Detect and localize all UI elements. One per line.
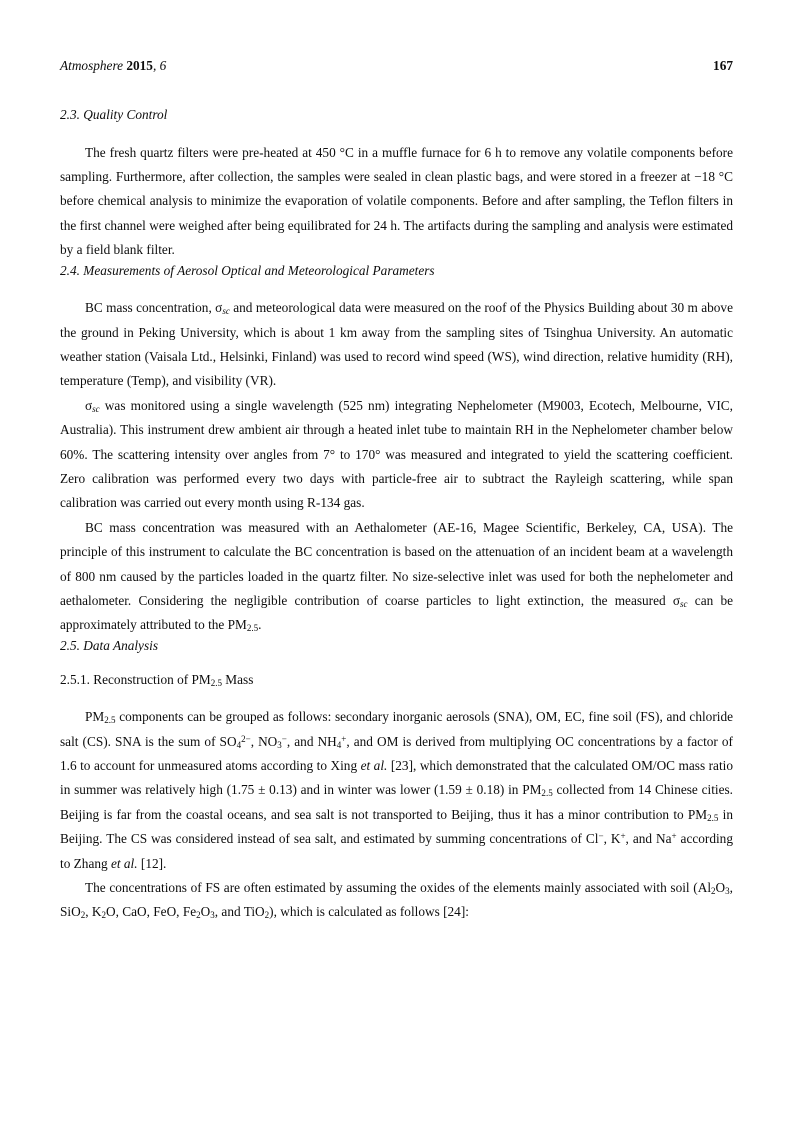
section-heading-quality-control: 2.3. Quality Control xyxy=(60,106,168,122)
pm-label: PM xyxy=(85,709,105,725)
section-heading-measurements: 2.4. Measurements of Aerosol Optical and Meteorological Parameters xyxy=(60,262,435,278)
text-k: [12]. xyxy=(137,855,167,871)
subsection-heading-prefix: 2.5.1. Reconstruction of PM xyxy=(60,671,211,687)
chloride-charge: − xyxy=(598,831,604,842)
paragraph-quality-control: The fresh quartz filters were pre-heated at 450 °C in a muffle furnace for 6 h to remove any volatile components before sampling. Furthermore, after collection, the samples were sealed in clean plastic bags, and were stored in a freezer at −18 °C before chemical analysis to minimize the evaporation of volatile components. Before and after sampling, the Teflon filters in the first channel were weighed after being equilibrated for 24 h. The artifacts during the sampling and analysis were estimated by a field blank filter. xyxy=(60,144,733,258)
sigma-subscript: sc xyxy=(680,599,688,610)
aethalometer-text-part2: can be approximately attributed to the PM xyxy=(60,593,733,633)
text-d: , K xyxy=(85,904,102,920)
text-c: , and NH xyxy=(286,733,337,749)
paragraph-aethalometer xyxy=(60,516,733,638)
nitrate-subscript: 3 xyxy=(277,739,282,750)
paragraph-bc-mass-meteorology xyxy=(60,296,733,394)
text-b: , NO xyxy=(250,733,278,749)
sulfate-charge: 2− xyxy=(241,733,251,744)
et-al-xing: et al. xyxy=(360,757,388,773)
ferric-subscript-1: 2 xyxy=(196,910,201,921)
text-before-sigma: BC mass concentration, σ xyxy=(85,300,223,316)
subsection-heading-suffix: Mass xyxy=(221,671,254,687)
page-content xyxy=(60,58,733,925)
text-e: O, CaO, FeO, Fe xyxy=(106,904,197,920)
text-j: according to Zhang xyxy=(60,831,733,871)
et-al-zhang: et al. xyxy=(110,855,138,871)
text-b: O xyxy=(715,879,726,895)
text-c: , SiO xyxy=(60,879,733,920)
pm-subscript: 2.5 xyxy=(541,788,553,799)
ferric-subscript-2: 3 xyxy=(210,910,215,921)
titania-subscript: 2 xyxy=(264,910,270,921)
sigma-symbol: σ xyxy=(85,397,93,413)
journal-year: 2015 xyxy=(126,58,153,73)
page-number: 167 xyxy=(713,58,733,73)
text-f: collected from 14 Chinese cities. Beijing is far from the coastal oceans, and sea salt is not transported to Beijing, thus it has a minor contribution to PM xyxy=(60,782,733,822)
text-a: The concentrations of FS are often estimated by assuming the oxides of the elements mainly associated with soil (Al xyxy=(85,879,712,895)
sigma-subscript: sc xyxy=(222,306,230,317)
pm-subscript: 2.5 xyxy=(246,623,259,634)
alumina-subscript-2: 3 xyxy=(725,885,730,896)
sulfate-subscript: 4 xyxy=(236,739,242,750)
paragraph-fine-soil xyxy=(60,876,733,925)
ammonium-charge: + xyxy=(341,733,347,744)
paragraph-pm-components xyxy=(60,705,733,876)
aethalometer-text-part1: BC mass concentration was measured with an Aethalometer (AE-16, Magee Scientific, Berkeley, CA, USA). The principle of this instrument to calculate the BC concentration is based on the attenuation of an incident beam at a wavelength of 800 nm caused by the particles loaded in the quartz filter. No size-selective inlet was used for both the nephelometer and aethalometer. Considering the negligible contribution of coarse particles to light extinction, the measured σ xyxy=(60,519,733,609)
text-after-sigma: and meteorological data were measured on the roof of the Physics Building about 30 m above the ground in Peking University, which is about 1 km away from the sampling sites of Tsinghua University. An automatic weather station (Vaisala Ltd., Helsinki, Finland) was used to record wind speed (WS), wind direction, relative humidity (RH), temperature (Temp), and visibility (VR). xyxy=(60,300,733,389)
paragraph-nephelometer xyxy=(60,394,733,516)
nitrate-charge: − xyxy=(281,733,287,744)
subsection-heading-reconstruction xyxy=(60,672,733,689)
text-i: , and Na xyxy=(625,831,672,847)
sodium-charge: + xyxy=(671,831,677,842)
running-header xyxy=(60,58,733,74)
journal-name: Atmosphere xyxy=(60,58,124,73)
text-a: components can be grouped as follows: secondary inorganic aerosols (SNA), OM, EC, fine soil (FS), and chloride salt (CS). SNA is the sum of SO xyxy=(60,709,733,749)
pm-subscript: 2.5 xyxy=(707,812,719,823)
alumina-subscript-1: 2 xyxy=(711,885,716,896)
pm-subscript: 2.5 xyxy=(210,677,222,688)
potassium-oxide-subscript: 2 xyxy=(101,910,106,921)
text-h: , K xyxy=(603,831,621,847)
text-g: , and TiO xyxy=(214,904,265,920)
text-f: O xyxy=(200,904,211,920)
potassium-charge: + xyxy=(620,831,626,842)
journal-volume: , 6 xyxy=(152,58,167,73)
section-heading-data-analysis: 2.5. Data Analysis xyxy=(60,637,159,653)
aethalometer-text-part3: . xyxy=(258,617,262,633)
text-g: in Beijing. The CS was considered instead of sea salt, and estimated by summing concentrations of Cl xyxy=(60,806,734,847)
text-e: [23], which demonstrated that the calculated OM/OC mass ratio in summer was relatively high (1.75 ± 0.13) and in winter was lower (1.59 ± 0.18) in PM xyxy=(60,757,733,798)
text-d: , and OM is derived from multiplying OC concentrations by a factor of 1.6 to account for unmeasured atoms according to Xing xyxy=(60,733,733,773)
sigma-subscript: sc xyxy=(92,403,100,414)
journal-citation xyxy=(60,58,166,74)
ammonium-subscript: 4 xyxy=(336,739,342,750)
silica-subscript: 2 xyxy=(80,910,86,921)
nephelometer-text: was monitored using a single wavelength (525 nm) integrating Nephelometer (M9003, Ecotech, Melbourne, VIC, Australia). This instrument drew ambient air through a heated inlet tube to maintain RH in the Nephelometer chamber below 60%. The scattering intensity over angles from 7° to 170° was measured and integrated to yield the scattering coefficient. Zero calibration was performed every two days with particle-free air to subtract the Rayleigh scattering, while span calibration was carried out every month using R-134 gas. xyxy=(60,397,733,511)
pm-subscript: 2.5 xyxy=(104,715,116,726)
text-h: ), which is calculated as follows [24]: xyxy=(269,904,469,920)
